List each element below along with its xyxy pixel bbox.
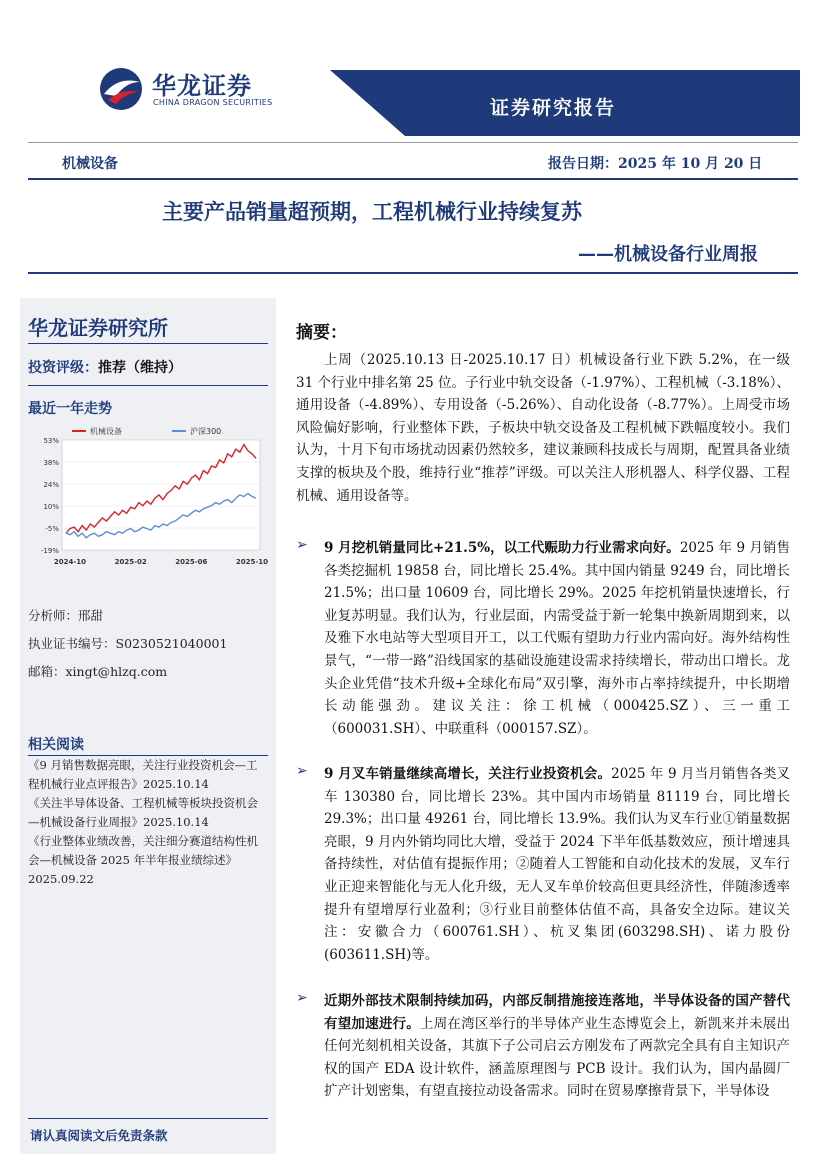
rating-value: 推荐（维持） (98, 360, 182, 376)
logo-en: CHINA DRAGON SECURITIES (153, 98, 273, 107)
bullet-text: 上周在湾区举行的半导体产业生态博览会上，新凯来并未展出任何光刻机相关设备，其旗下子公司启云方刚发布了两款完全具有自主知识产权的国产 EDA 设计软件，涵盖原理图与 PCB 设计。我们认为，国内晶圆厂扩产计划密集，有望直接拉动设备需求。同时在贸易摩擦背景下，半导体设 (324, 1015, 790, 1100)
page-title: 主要产品销量超预期，工程机械行业持续复苏 (162, 200, 582, 224)
banner-text: 证券研究报告 (490, 97, 617, 119)
arrow-bullet-icon: ➢ (296, 990, 308, 1006)
legend-label: 机械设备 (90, 427, 122, 436)
bullet-lead: 近期外部技术限制持续加码，内部反制措施接连落地，半导体设备的国产替代有望加速进行。 (324, 993, 790, 1032)
x-tick-label: 2024-10 (53, 558, 87, 566)
x-tick-label: 2025-02 (114, 558, 147, 566)
y-tick-label: 38% (43, 459, 59, 467)
analyst: 分析师：邢甜 (28, 608, 104, 623)
bullet-text: 2025 年 9 月当月销售各类叉车 130380 台，同比增长 23%。其中国内市场销量 81119 台，同比增长 29.3%；出口量 49261 台，同比增长 13.9%。我们认为叉车行业①销量数据亮眼，9 月内外销均同比大增，受益于 2024 下半年低基数效应，预计增速具备持续性，对估值有提振作用；②随着人工智能和自动化技术的发展，叉车行业正迎来智能化与无人化升级，无人叉车单价较高但更具经济性，伴随渗透率提升有望增厚行业盈利；③行业目前整体估值不高，具备安全边际。建议关注：安徽合力（600761.SH）、杭叉集团(603298.SH)、诺力股份(603611.SH)等。 (324, 766, 791, 963)
y-tick-label: -5% (45, 525, 59, 533)
x-tick-label: 2025-06 (175, 558, 208, 566)
summary-heading: 摘要： (296, 323, 347, 343)
arrow-bullet-icon: ➢ (296, 537, 308, 553)
trend-label: 最近一年走势 (28, 401, 112, 417)
related-list (28, 756, 268, 889)
related-label: 相关阅读 (28, 737, 84, 753)
sidebar-rule-1 (28, 343, 268, 344)
page-subtitle: ——机械设备行业周报 (578, 244, 758, 265)
bullet-text: 2025 年 9 月销售各类挖掘机 19858 台，同比增长 25.4%。其中国内销量 9249 台，同比增长 21.5%；出口量 10609 台，同比增长 29%。2025 年挖机销量快速增长，行业复苏明显。我们认为，行业层面，内需受益于新一轮集中换新周期到来，以及雅下水电站等大型项目开工，以工代赈有望助力行业内需向好。海外结构性景气，“一带一路”沿线国家的基础设施建设需求持续增长，带动出口增长。龙头企业凭借“技术升级+全球化布局”双引擎，海外市占率持续提升，中长期增长动能强劲。建议关注：徐工机械（000425.SZ）、三一重工（600031.SH）、中联重科（000157.SZ）。 (324, 540, 790, 737)
y-tick-label: 10% (43, 503, 59, 511)
disclaimer: 请认真阅读文后免责条款 (30, 1128, 168, 1143)
y-tick-label: 53% (43, 437, 59, 445)
rating-label: 投资评级： (28, 360, 98, 376)
rating (28, 357, 182, 377)
summary-intro: 上周（2025.10.13 日-2025.10.17 日）机械设备行业下跌 5.2%，在一级 31 个行业中排名第 25 位。子行业中轨交设备（-1.97%）、工程机械（-3.18%）、通用设备（-4.89%）、专用设备（-5.26%）、自动化设备（-8.77%）。上周受市场风险偏好影响，行业整体下跌，子板块中轨交设备及工程机械下跌幅度较小。我们认为，十月下旬市场扰动因素仍然较多，建议兼顾科技成长与周期，配置具备业绩支撑的板块及个股，维持行业“推荐”评级。可以关注人形机器人、科学仪器、工程机械、通用设备等。 (296, 352, 790, 504)
bullet-2 (296, 763, 790, 966)
trend-chart (28, 422, 268, 572)
y-tick-label: 24% (43, 481, 59, 489)
logo (98, 66, 278, 116)
related-item[interactable]: 《9 月销售数据亮眼，关注行业投资机会—工程机械行业点评报告》2025.10.14 (28, 758, 258, 791)
related-item[interactable]: 《行业整体业绩改善，关注细分赛道结构性机会—机械设备 2025 年半年报业绩综述》2025.09.22 (28, 834, 258, 886)
header-rule (28, 142, 798, 143)
sidebar-rule-2 (28, 385, 268, 386)
cert-number: 执业证书编号：S0230521040001 (28, 636, 228, 651)
arrow-bullet-icon: ➢ (296, 763, 308, 779)
title-rule (28, 272, 798, 274)
sector-rule (28, 178, 798, 180)
bullet-lead: 9 月叉车销量继续高增长，关注行业投资机会。 (324, 766, 612, 782)
y-tick-label: -19% (40, 547, 59, 555)
report-date: 报告日期：2025 年 10 月 20 日 (548, 156, 763, 172)
x-tick-label: 2025-10 (235, 558, 268, 566)
bullet-1 (296, 537, 790, 740)
bullet-lead: 9 月挖机销量同比+21.5%，以工代赈助力行业需求向好。 (324, 540, 680, 556)
banner (330, 70, 800, 136)
bullet-3 (296, 990, 790, 1160)
email[interactable]: 邮箱：xingt@hlzq.com (28, 664, 168, 679)
sector-label: 机械设备 (62, 156, 118, 172)
related-item[interactable]: 《关注半导体设备、工程机械等板块投资机会—机械设备行业周报》2025.10.14 (28, 796, 258, 829)
legend-label: 沪深300 (190, 427, 222, 436)
sidebar-rule-4 (28, 1118, 268, 1119)
institute-name: 华龙证券研究所 (28, 316, 168, 340)
china-dragon-logo-icon (98, 66, 144, 112)
logo-cn: 华龙证券 (152, 72, 252, 100)
